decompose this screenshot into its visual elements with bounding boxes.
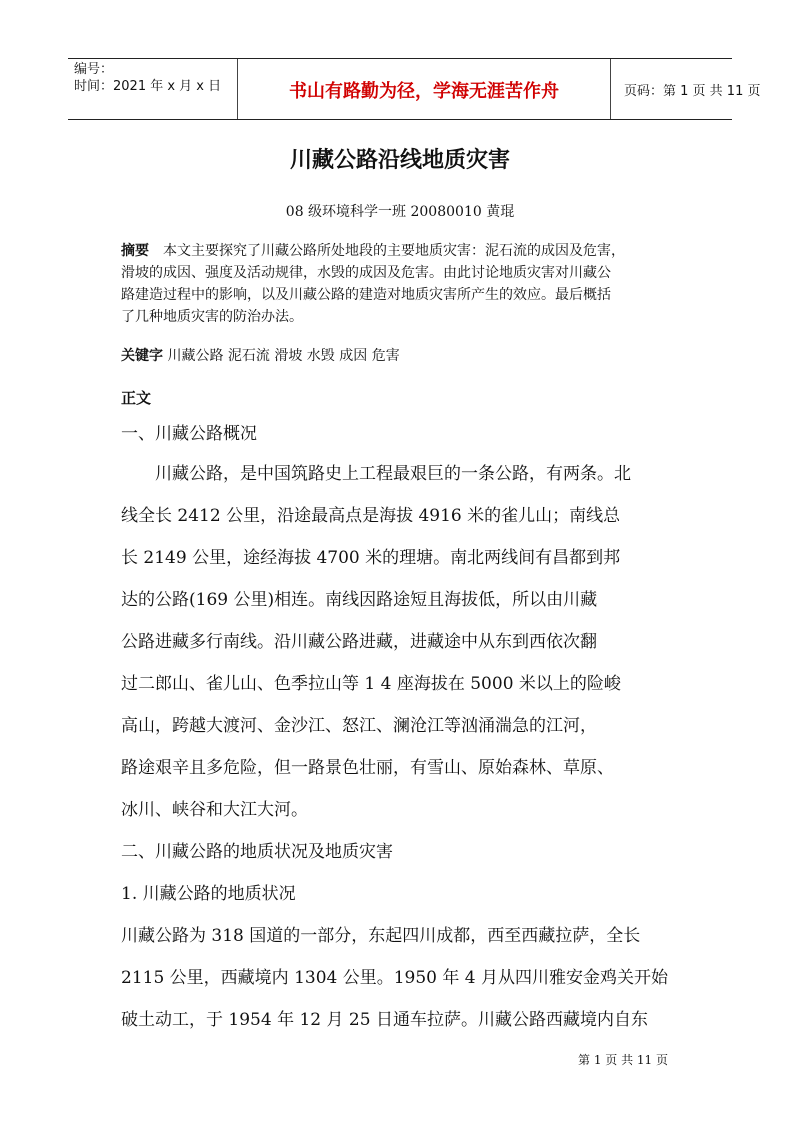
header-motto-cell (237, 59, 611, 119)
header-motto: 书山有路勤为径，学海无涯苦作舟 (289, 81, 559, 102)
paragraph-line: 破土动工，于 1954 年 12 月 25 日通车拉萨。川藏公路西藏境内自东 (121, 1010, 648, 1030)
abstract-line: 滑坡的成因、强度及活动规律，水毁的成因及危害。由此讨论地质灾害对川藏公 (121, 265, 611, 281)
author-line: 08 级环境科学一班 20080010 黄琨 (285, 204, 515, 220)
paragraph-line: 过二郎山、雀儿山、色季拉山等 1 4 座海拔在 5000 米以上的险峻 (121, 674, 621, 694)
abstract-label: 摘要 (121, 243, 149, 259)
keywords-label: 关键字 (121, 348, 163, 364)
section-heading: 二、川藏公路的地质状况及地质灾害 (121, 842, 393, 862)
paragraph-line: 高山，跨越大渡河、金沙江、怒江、澜沧江等汹涌湍急的江河， (121, 716, 597, 736)
document-title: 川藏公路沿线地质灾害 (289, 148, 510, 173)
header-meta-cell (68, 59, 236, 119)
page-footer: 第 1 页 共 11 页 (578, 1053, 668, 1067)
paragraph-line: 川藏公路为 318 国道的一部分，东起四川成都，西至西藏拉萨，全长 (121, 926, 641, 946)
subsection-heading: 1. 川藏公路的地质状况 (121, 884, 296, 904)
document-header (68, 58, 761, 120)
paragraph-line: 公路进藏多行南线。沿川藏公路进藏，进藏途中从东到西依次翻 (121, 632, 597, 652)
paragraph-line: 达的公路(169 公里)相连。南线因路途短且海拔低，所以由川藏 (121, 590, 598, 610)
paragraph-line: 冰川、峡谷和大江大河。 (121, 800, 308, 820)
abstract-line: 路建造过程中的影响，以及川藏公路的建造对地质灾害所产生的效应。最后概括 (121, 287, 611, 303)
header-page-label: 页码：第 1 页 共 11 页 (624, 84, 761, 99)
abstract-text: 本文主要探究了川藏公路所处地段的主要地质灾害：泥石流的成因及危害， (163, 243, 625, 259)
keywords-text: 川藏公路 泥石流 滑坡 水毁 成因 危害 (167, 348, 400, 364)
header-page-cell (610, 59, 761, 119)
doc-time-label: 时间：2021 年 x 月 x 日 (74, 79, 222, 94)
section-heading: 一、川藏公路概况 (121, 424, 257, 444)
paragraph-line: 长 2149 公里，途经海拔 4700 米的理塘。南北两线间有昌都到邦 (121, 548, 621, 568)
paragraph-line: 线全长 2412 公里，沿途最高点是海拔 4916 米的雀儿山；南线总 (121, 506, 621, 526)
paragraph-line: 2115 公里，西藏境内 1304 公里。1950 年 4 月从四川雅安金鸡关开始 (121, 968, 669, 988)
abstract (121, 240, 687, 328)
keywords (121, 345, 400, 365)
body-label: 正文 (121, 389, 152, 407)
paragraph-line: 路途艰辛且多危险，但一路景色壮丽，有雪山、原始森林、草原、 (121, 758, 614, 778)
abstract-line (121, 240, 687, 262)
paragraph-line: 川藏公路，是中国筑路史上工程最艰巨的一条公路，有两条。北 (121, 464, 631, 484)
abstract-line: 了几种地质灾害的防治办法。 (121, 309, 303, 325)
doc-number-label: 编号： (74, 62, 114, 77)
